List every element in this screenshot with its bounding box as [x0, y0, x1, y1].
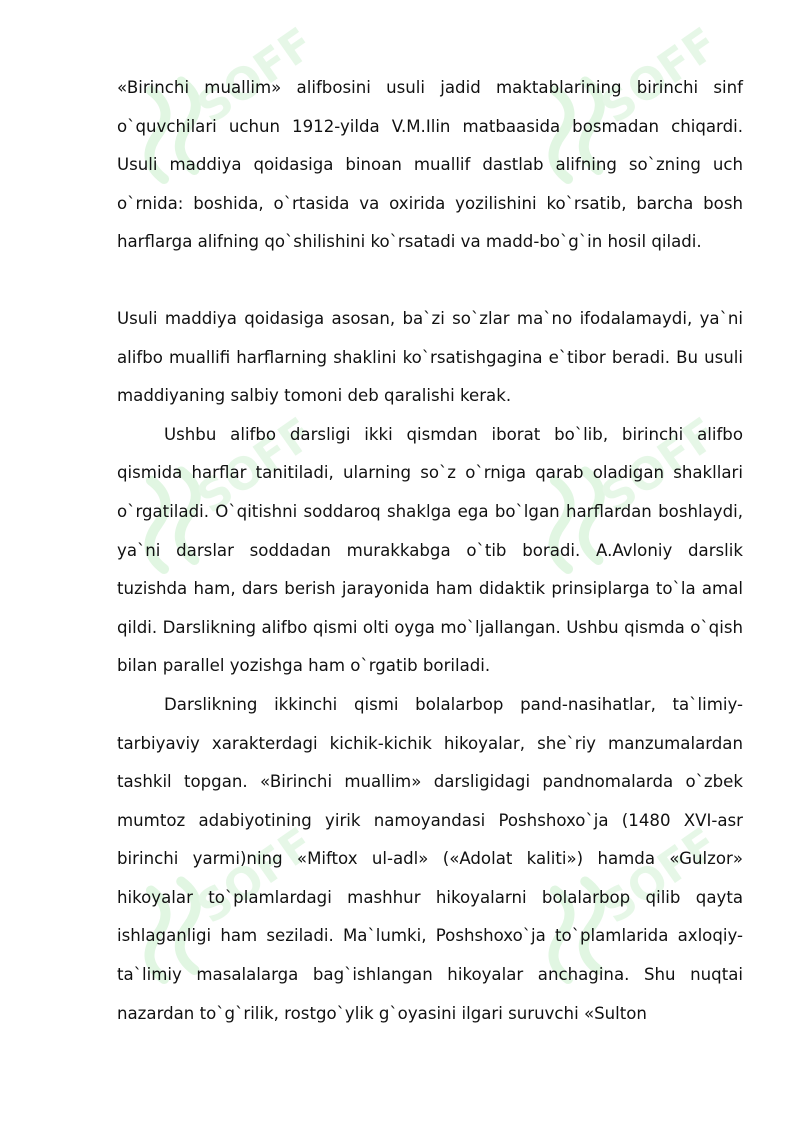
- watermark-text: SOFF: [188, 18, 324, 135]
- watermark-text: SOFF: [188, 818, 324, 935]
- paragraph-4: Darslikning ikkinchi qismi bolalarbop pand-nasihatlar, ta`limiy-tarbiyaviy xarakterdagi kichik-kichik hikoyalar, she`riy manzumalardan tashkil topgan. «Birinchi muallim» darsligidagi pandnomalarda o`zbek mumtoz adabiyotining yirik namoyandasi Poshshoxo`ja (1480 XVI-asr birinchi yarmi)ning «Miftox ul-adl» («Adolat kaliti») hamda «Gulzor» hikoyalar to`plamlardagi mashhur hikoyalarni bolalarbop qilib qayta ishlaganligi ham seziladi. Ma`lumki, Poshshoxo`ja to`plamlarida axloqiy-ta`limiy masalalarga bag`ishlangan hikoyalar anchagina. Shu nuqtai nazardan to`g`rilik, rostgo`ylik g`oyasini ilgari suruvchi «Sulton: [117, 694, 743, 1023]
- watermark-text: SOFF: [592, 18, 728, 135]
- body-text: [117, 69, 743, 1033]
- paragraph-3: Ushbu alifbo darsligi ikki qismdan iborat bo`lib, birinchi alifbo qismida harflar tanitiladi, ularning so`z o`rniga qarab oladigan shakllari o`rgatiladi. O`qitishni soddaroq shaklga ega bo`lgan harflardan boshlaydi, ya`ni darslar soddadan murakkabga o`tib boradi. A.Avloniy darslik tuzishda ham, dars berish jarayonida ham didaktik prinsiplarga to`la amal qildi. Darslikning alifbo qismi olti oyga mo`ljallangan. Ushbu qismda o`qish bilan parallel yozishga ham o`rgatib boriladi.: [117, 424, 743, 676]
- watermark-text: SOFF: [188, 408, 324, 525]
- watermark-text: SOFF: [592, 818, 728, 935]
- paragraph-1: «Birinchi muallim» alifbosini usuli jadid maktablarining birinchi sinf o`quvchilari uchun 1912-yilda V.M.Ilin matbaasida bosmadan chiqardi. Usuli maddiya qoidasiga binoan muallif dastlab alifning so`zning uch o`rnida: boshida, o`rtasida va oxirida yozilishini ko`rsatib, barcha bosh harflarga alifning qo`shilishini ko`rsatadi va madd-bo`g`in hosil qiladi.: [117, 78, 743, 252]
- paragraph-2: Usuli maddiya qoidasiga asosan, ba`zi so`zlar ma`no ifodalamaydi, ya`ni alifbo muallifi harflarning shaklini ko`rsatishgagina e`tibor beradi. Bu usuli maddiyaning salbiy tomoni deb qaralishi kerak.: [117, 308, 743, 406]
- watermark-text: SOFF: [592, 408, 728, 525]
